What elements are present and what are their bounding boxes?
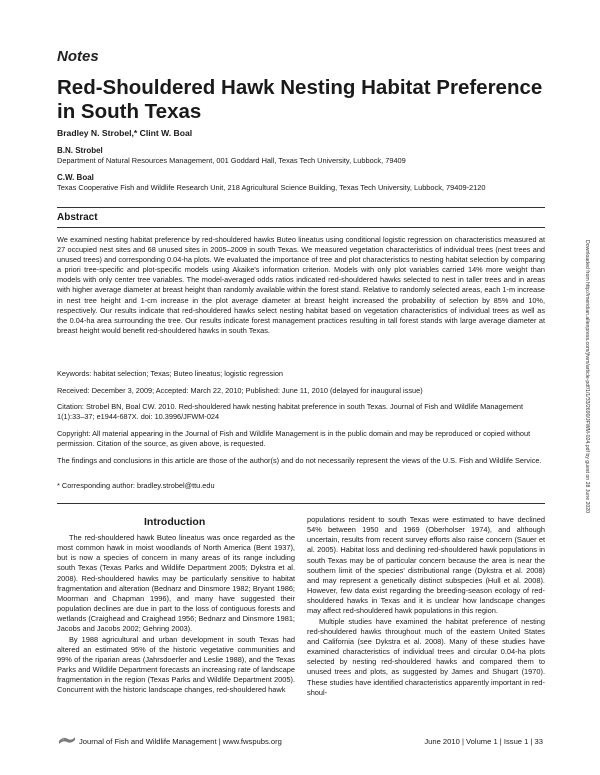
download-sidebar: Downloaded from http://meridian.allenpress.com/jfwm/article-pdf/1/1/33/2690/JFWM-024.pdf by guest on 28 June 2020 <box>584 240 590 514</box>
authors: Bradley N. Strobel,* Clint W. Boal <box>57 128 193 138</box>
footer-journal: Journal of Fish and Wildlife Management | www.fwspubs.org <box>79 737 282 746</box>
footer-issue: June 2010 | Volume 1 | Issue 1 | 33 <box>424 737 543 746</box>
citation: Citation: Strobel BN, Boal CW. 2010. Red-shouldered hawk nesting habitat preference in south Texas. Journal of Fish and Wildlife Management 1(1):33–37; e1944-687X. doi: 10.3996/JFWM-024 <box>57 402 524 422</box>
copyright: Copyright: All material appearing in the Journal of Fish and Wildlife Management is in the public domain and may be reproduced or copied without permission. Citation of the source, as given above, is requested. <box>57 429 531 449</box>
intro-column-left <box>57 533 295 696</box>
received-dates: Received: December 3, 2009; Accepted: March 22, 2010; Published: June 11, 2010 (delayed for inaugural issue) <box>57 386 423 395</box>
abstract-text: We examined nesting habitat preference by red-shouldered hawks Buteo lineatus using conditional logistic regression on characteristics measured at 27 occupied nest sites and 68 unused sites in 2005–2009 in south Texas. We measured vegetation characteristics of individual trees (nest trees and unused trees) and corresponding 0.04-ha plots. We evaluated the importance of tree and plot characteristics to nesting habitat selection by comparing a priori tree-specific and plot-specific models using Akaike's information criterion. Models with only plot variables carried 14% more weight than models with only center tree variables. The model-averaged odds ratios indicated red-shouldered hawks selected to nest in taller trees and in areas with higher average diameter at breast height than randomly available within the forest stand. Relative to randomly selected areas, each 1-m increase in nest tree height and 1-cm increase in the plot average diameter at breast height increased the probability of selection by 85% and 10%, respectively. Our results indicate that red-shouldered hawks select nesting habitat based on vegetation characteristics of individual trees as well as the 0.04-ha area surrounding the tree. Our results indicate forest management practices resulting in tall forest stands with large average diameter at breast height would benefit red-shouldered hawks in south Texas. <box>57 235 545 335</box>
corresponding-author: * Corresponding author: bradley.strobel@ttu.edu <box>57 481 215 490</box>
paragraph: The red-shouldered hawk Buteo lineatus was once regarded as the most common hawk in moist woodlands of North America (Bent 1937), but is now a species of concern in many areas of its range including south Texas (Texas Parks and Wildlife Department 2005; Dykstra et al. 2008). Red-shouldered hawks may be particularly sensitive to habitat fragmentation and alteration (Bednarz and Dinsmore 1982; Bryant 1986; Moorman and Chapman 1996), and many have suggested their population declines are due in part to the loss of contiguous forests and wetlands (Craighead and Craighead 1956; Bednarz and Dinsmore 1981; Jacobs and Jacobs 2002; Gehring 2003). <box>57 533 295 634</box>
paragraph: By 1988 agricultural and urban development in south Texas had altered an estimated 95% of the historic vegetative communities and 99% of the riparian areas (Jahrsdoerfer and Leslie 1988), and the Texas Parks and Wildlife Department forecasts an increasing rate of landscape fragmentation in the region (Texas Parks and Wildlife Department 2005). Concurrent with the historic landscape changes, red-shouldered hawk <box>57 634 295 695</box>
affiliation-2 <box>57 173 557 193</box>
divider <box>57 503 545 504</box>
divider <box>57 227 545 228</box>
paragraph: populations resident to south Texas were estimated to have declined 54% between 1950 and 1969 (Oberholser 1974), and although uncertain, results from recent survey efforts also raise concern (Sauer et al. 2005). Habitat loss and declining red-shouldered hawk populations in south Texas may be of particular concern because the area is near the southern limit of the species' distributional range (Dykstra et al. 2008) and may represent a genetically distinct subspecies (Hull et al. 2008). However, few data exist regarding the breeding-season ecology of red-shouldered hawks in Texas and it is unclear how landscape changes may affect red-shouldered hawk populations in this region. <box>307 515 545 616</box>
intro-column-right <box>307 515 545 698</box>
affiliation-text: Department of Natural Resources Management, 001 Goddard Hall, Texas Tech University, Lubbock, 79409 <box>57 156 406 165</box>
section-label: Notes <box>57 48 99 65</box>
affiliation-name: B.N. Strobel <box>57 146 103 155</box>
divider <box>57 207 545 208</box>
paragraph: Multiple studies have examined the habitat preference of nesting red-shouldered hawks throughout much of the eastern United States and California (see Dykstra et al. 2008). Many of these studies have examined characteristics of individual trees and circular 0.04-ha plots selected by nesting red-shouldered hawks and compared them to unused trees and plots, as suggested by James and Shugart (1970). These studies have identified characteristics apparently important in red-shoul- <box>307 616 545 697</box>
intro-heading: Introduction <box>144 516 206 528</box>
keywords: Keywords: habitat selection; Texas; Buteo lineatus; logistic regression <box>57 369 284 378</box>
abstract-heading: Abstract <box>57 212 98 223</box>
affiliation-1 <box>57 146 557 166</box>
journal-logo-icon <box>58 734 76 746</box>
disclaimer: The findings and conclusions in this article are those of the author(s) and do not necessarily represent the views of the U.S. Fish and Wildlife Service. <box>57 456 542 465</box>
affiliation-text: Texas Cooperative Fish and Wildlife Research Unit, 218 Agricultural Science Building, Texas Tech University, Lubbock, 79409-2120 <box>57 183 486 192</box>
affiliation-name: C.W. Boal <box>57 173 94 182</box>
article-title: Red-Shouldered Hawk Nesting Habitat Preference in South Texas <box>57 76 543 123</box>
